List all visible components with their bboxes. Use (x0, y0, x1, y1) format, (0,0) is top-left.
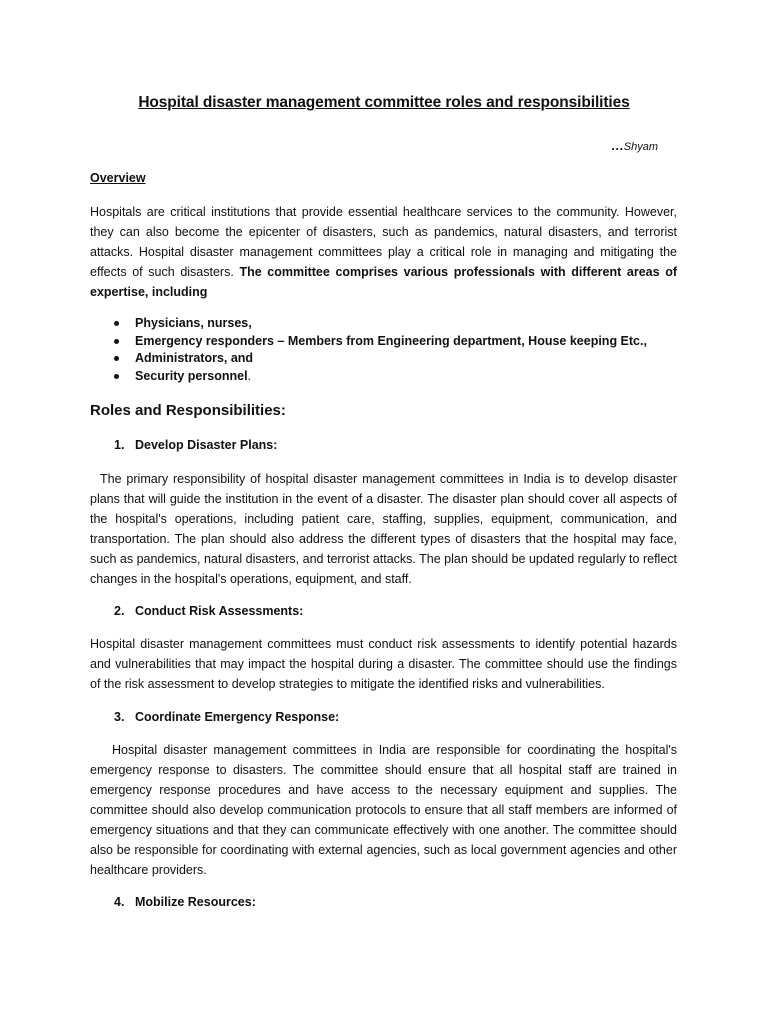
section-title: Develop Disaster Plans: (135, 438, 278, 452)
section-number: 1. (114, 438, 125, 452)
bullet-text: Security personnel (135, 368, 248, 383)
roles-heading: Roles and Responsibilities: (90, 402, 286, 419)
bullet-item (90, 368, 647, 386)
bullet-dot-icon (114, 374, 119, 379)
bullet-text: Physicians, nurses, (135, 316, 252, 330)
section-heading-3 (114, 710, 339, 724)
staff-bullet-list (90, 315, 647, 385)
section-number: 2. (114, 604, 125, 618)
overview-text-bold: The committee comprises various professionals with different areas of expertise, including (90, 265, 677, 299)
section-body-1: The primary responsibility of hospital disaster management committees in India is to develop disaster plans that will guide the institution in the event of a disaster. The disaster plan should cover all aspects of the hospital's operations, including patient care, staffing, supplies, equipment, communication, and transportation. The plan should also address the different types of disasters that the hospital may face, such as pandemics, natural disasters, and terrorist attacks. The plan should be updated regularly to reflect changes in the hospital's operations, equipment, and staff. (90, 472, 677, 586)
author-name: Shyam (623, 141, 658, 153)
overview-paragraph (90, 202, 677, 302)
bullet-text: Emergency responders – Members from Engineering department, House keeping Etc., (135, 333, 647, 348)
overview-heading: Overview (90, 171, 146, 185)
section-title: Conduct Risk Assessments: (135, 604, 304, 618)
author-line (611, 138, 658, 153)
section-number: 4. (114, 895, 125, 909)
section-title: Mobilize Resources: (135, 895, 256, 909)
section-title: Coordinate Emergency Response: (135, 710, 340, 724)
bullet-text: Administrators, and (135, 351, 254, 365)
section-body-2: Hospital disaster management committees must conduct risk assessments to identify potential hazards and vulnerabilities that may impact the hospital during a disaster. The committee should use the findings of the risk assessment to develop strategies to mitigate the identified risks and vulnerabilities. (90, 637, 677, 691)
bullet-item (90, 350, 647, 368)
bullet-item (90, 315, 647, 333)
document-title: Hospital disaster management committee roles and responsibilities (138, 94, 630, 111)
section-number: 3. (114, 710, 125, 724)
overview-text: Hospitals are critical institutions that provide essential healthcare services to the community. However, they can also become the epicenter of disasters, such as pandemics, natural disasters, and terrorist attacks. Hospital disaster management committees play a critical role in managing and mitigating the effects of such disasters. (90, 205, 677, 279)
bullet-item (90, 333, 647, 351)
section-heading-2 (114, 604, 303, 618)
section-heading-1 (114, 438, 277, 452)
section-body-3: Hospital disaster management committees in India are responsible for coordinating the hospital's emergency response to disasters. The committee should ensure that all hospital staff are trained in emergency response procedures and have access to the necessary equipment and supplies. The committee should also develop communication protocols to ensure that all staff members are informed of emergency situations and that they can communicate effectively with one another. The committee should also be responsible for coordinating with external agencies, such as local government agencies and other healthcare providers. (90, 743, 677, 877)
bullet-dot-icon (114, 321, 119, 326)
bullet-dot-icon (114, 339, 119, 344)
author-ellipsis: … (610, 138, 624, 153)
section-heading-4 (114, 895, 256, 909)
bullet-dot-icon (114, 356, 119, 361)
bullet-suffix: . (247, 368, 252, 383)
